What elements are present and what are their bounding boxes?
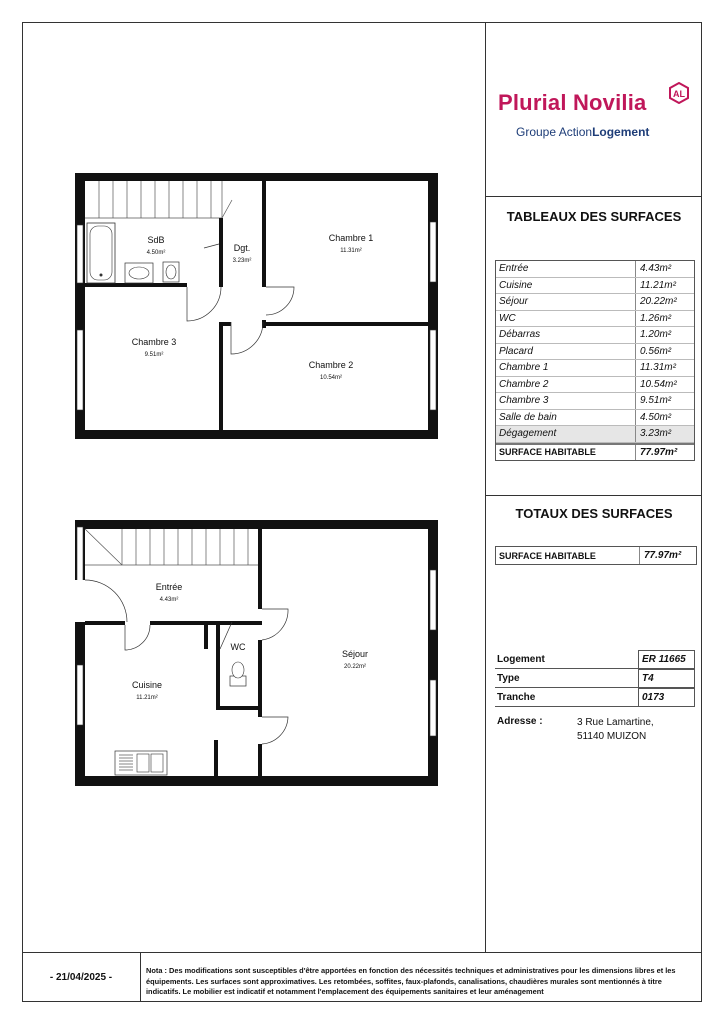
surface-value: 1.26m² (635, 311, 694, 327)
address-label: Adresse : (497, 716, 543, 727)
info-label: Type (497, 672, 520, 684)
room-area: 3.23m² (232, 258, 252, 264)
legal-note: Nota : Des modifications sont susceptibles d'être apportées en fonction des nécessités techniques et administratives pour les dimensions libres et les équipements. Les surfaces sont approximatives. Les retombées, soffites, faux-plafonds, canalisations, chaudières murales sont mentionnés à titre indicatifs. Le mobilier est indicatif et notamment l'emplacement des équipements sanitaires et leur aménagement (146, 966, 676, 996)
room-area: 11.21m² (136, 695, 158, 701)
room-name: Chambre 1 (328, 233, 374, 243)
surface-label: Chambre 1 (499, 362, 549, 374)
room-area: 4.50m² (146, 250, 166, 256)
room-name: Chambre 3 (131, 337, 177, 347)
room-area: 11.31m² (340, 248, 362, 254)
info-value: T4 (638, 669, 695, 688)
surface-value: 11.31m² (635, 360, 694, 376)
info-label: Tranche (497, 691, 536, 703)
svg-text:AL: AL (673, 89, 685, 99)
plan-date: - 21/04/2025 - (22, 952, 141, 1002)
group-logo: Groupe ActionLogement (516, 125, 650, 139)
surface-value: 4.50m² (635, 410, 694, 426)
surface-label: Salle de bain (499, 411, 557, 423)
room-name: Chambre 2 (308, 360, 354, 370)
surface-value: 10.54m² (635, 377, 694, 393)
room-name: SdB (147, 235, 165, 245)
brand-logo: Plurial Novilia (498, 90, 647, 115)
room-name: Entrée (155, 582, 183, 592)
surface-label: Séjour (499, 296, 528, 308)
surface-value: 20.22m² (635, 294, 694, 310)
surface-label: Placard (499, 345, 533, 357)
surface-value: 0.56m² (635, 344, 694, 360)
surface-value: 1.20m² (635, 327, 694, 343)
totals-title: TOTAUX DES SURFACES (515, 506, 673, 521)
surfaces-title: TABLEAUX DES SURFACES (506, 209, 682, 224)
info-value: ER 11665 (638, 650, 695, 669)
totals-row: SURFACE HABITABLE 77.97m² (496, 547, 696, 564)
address-value: 3 Rue Lamartine, 51140 MUIZON (577, 717, 654, 742)
surface-value: 9.51m² (635, 393, 694, 409)
surface-label: WC (499, 312, 516, 324)
surface-label: Entrée (499, 263, 529, 275)
room-area: 20.22m² (343, 664, 367, 670)
info-label: Logement (497, 653, 545, 665)
surface-value: 3.23m² (635, 426, 694, 442)
surface-label: Cuisine (499, 279, 533, 291)
surface-value: 11.21m² (635, 278, 694, 294)
room-name: Cuisine (131, 680, 163, 690)
room-area: 10.54m² (319, 375, 343, 381)
surface-label: Chambre 3 (499, 395, 549, 407)
room-area: 9.51m² (144, 352, 164, 358)
surface-total-label: SURFACE HABITABLE (499, 447, 596, 457)
room-name: Dgt. (233, 243, 251, 253)
surface-value: 4.43m² (635, 261, 694, 277)
surface-label: Dégagement (499, 428, 557, 440)
surface-label: Débarras (499, 329, 541, 341)
room-area: 4.43m² (159, 597, 179, 603)
room-name: Séjour (341, 649, 369, 659)
surface-total-value: 77.97m² (635, 445, 694, 460)
info-value: 0173 (638, 688, 695, 707)
room-name: WC (230, 642, 246, 652)
surface-label: Chambre 2 (499, 378, 549, 390)
